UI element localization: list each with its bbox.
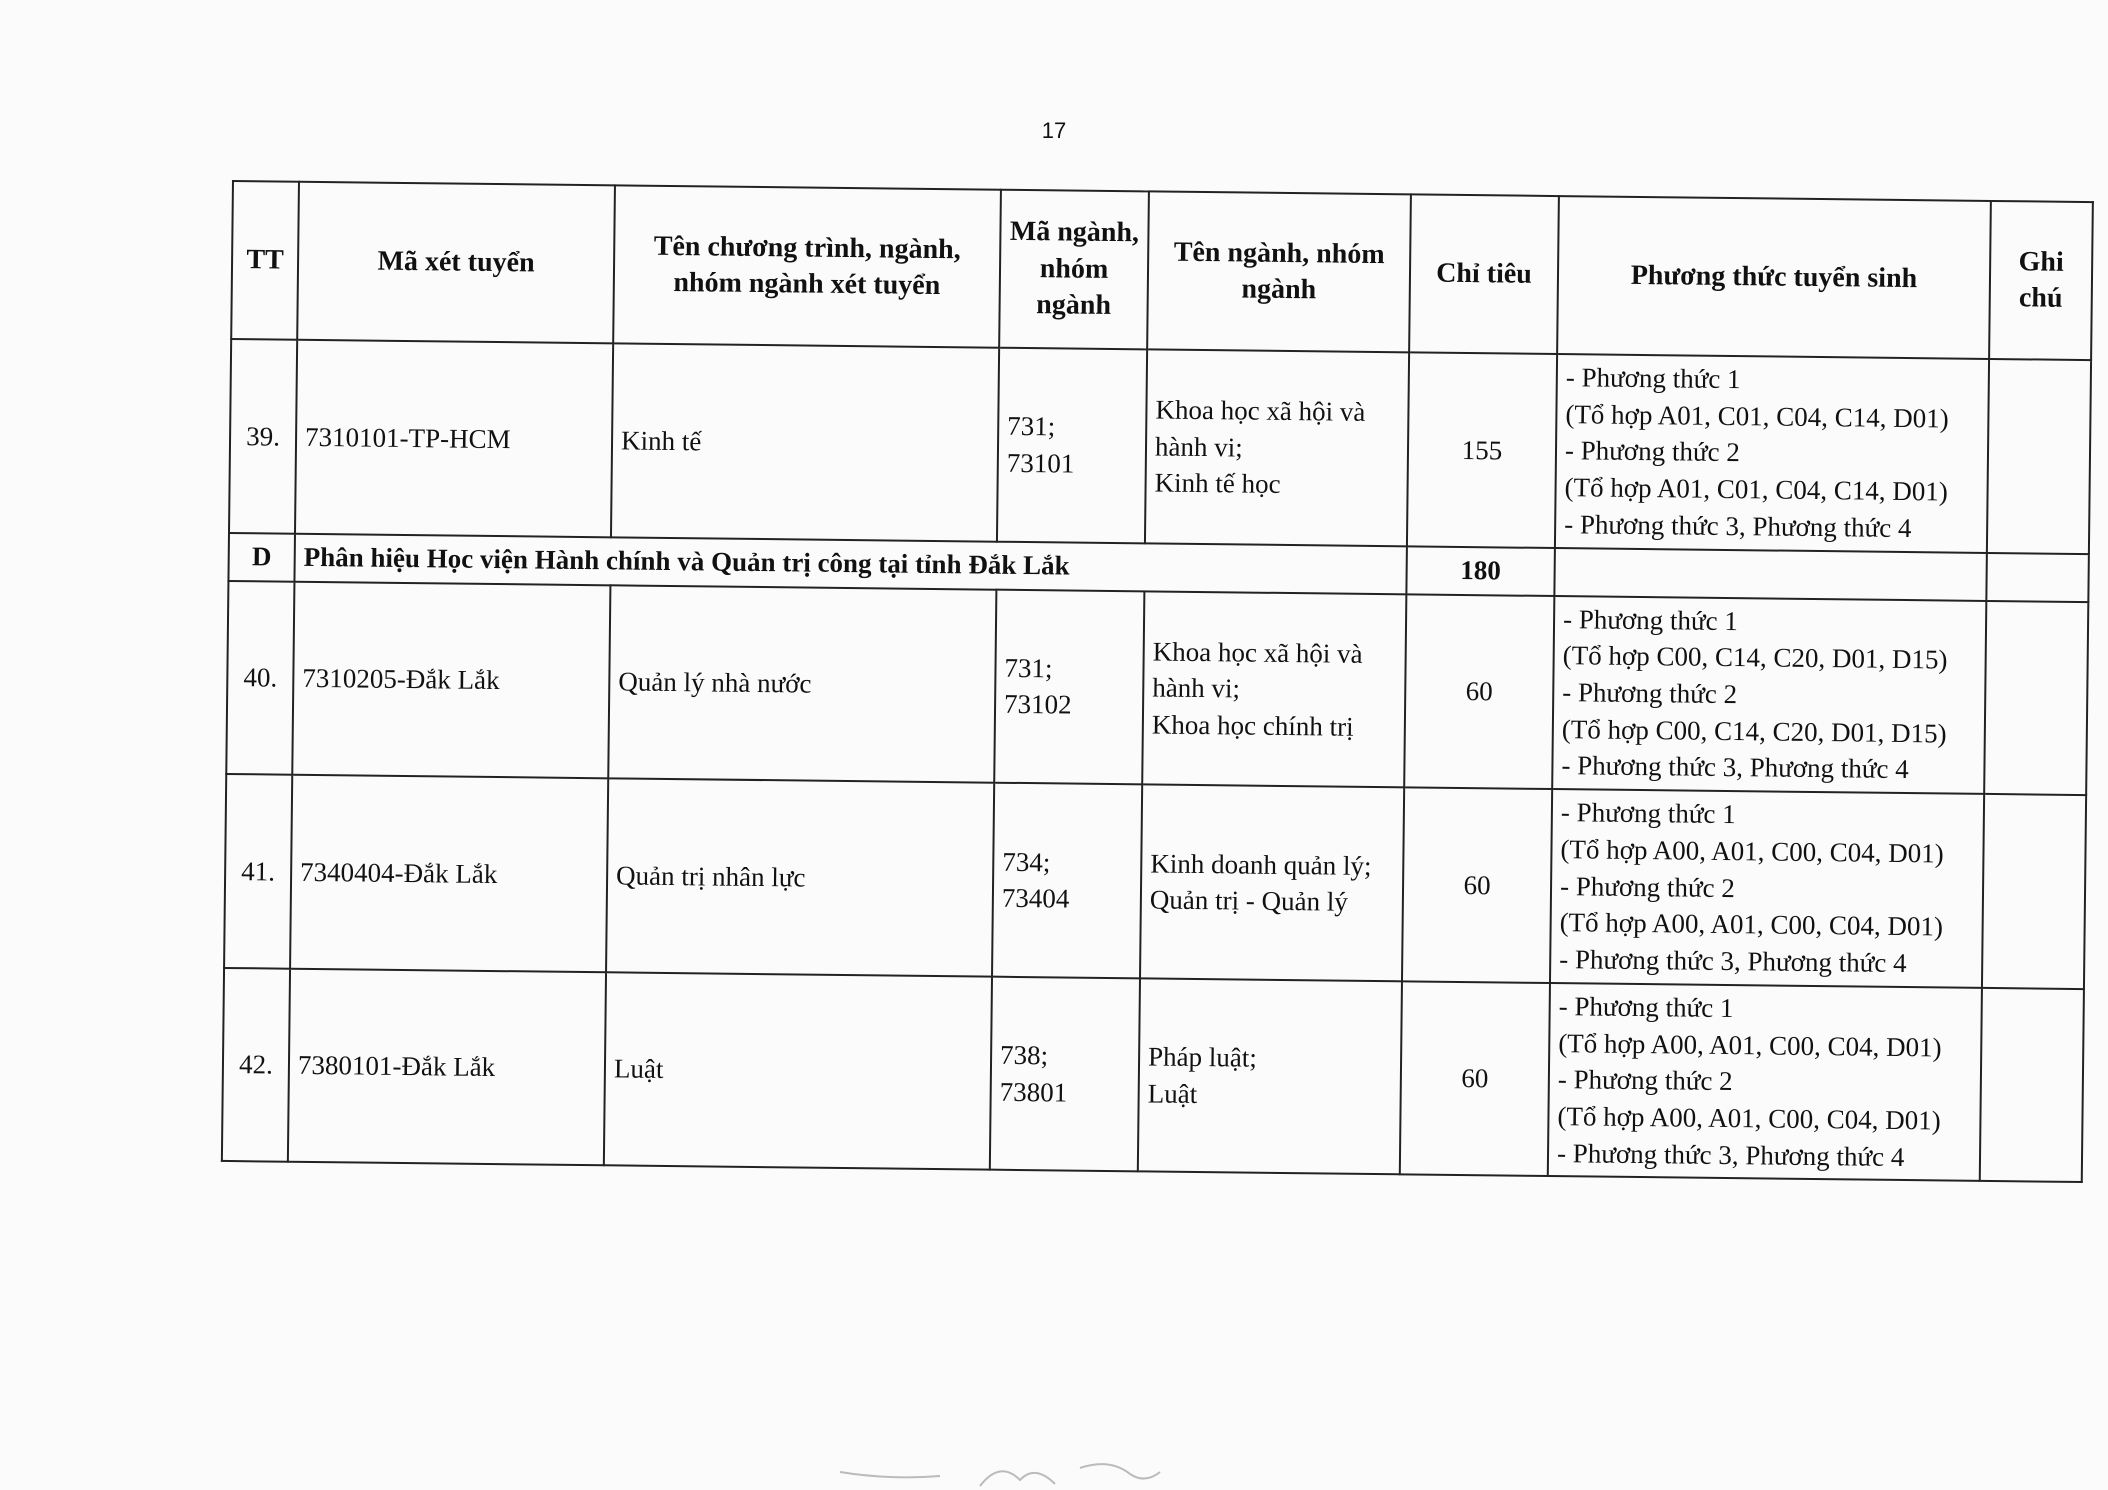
row-ma-xet-tuyen: 7340404-Đắk Lắk <box>290 775 608 972</box>
row-ma-nganh <box>997 348 1147 543</box>
table-row <box>229 339 2091 554</box>
row-ten-nganh <box>1142 591 1406 788</box>
page-number: 17 <box>1041 118 1067 143</box>
ten-nganh-line: Quản trị - Quản lý <box>1149 884 1349 917</box>
ma-nganh-line: 73101 <box>1006 447 1075 479</box>
row-tt: 41. <box>224 774 292 968</box>
header-tt: TT <box>231 181 299 340</box>
row-tt: 42. <box>222 968 290 1162</box>
ten-nganh-line: Luật <box>1147 1078 1198 1109</box>
ma-nganh-line: 73102 <box>1003 689 1072 720</box>
method-line: (Tổ hợp A00, A01, C00, C04, D01) <box>1558 1027 1942 1062</box>
row-ten-nganh <box>1138 978 1402 1175</box>
row-ten-chuong-trinh: Kinh tế <box>611 343 999 541</box>
table-row <box>226 581 2088 796</box>
header-ten-nganh: Tên ngành, nhóm ngành <box>1147 191 1411 352</box>
method-line: (Tổ hợp A00, A01, C00, C04, D01) <box>1559 907 1944 942</box>
method-line: - Phương thức 3, Phương thức 4 <box>1564 509 1912 543</box>
table-row <box>224 774 2086 989</box>
ma-nganh-line: 734; <box>1002 846 1051 877</box>
row-ten-nganh <box>1140 785 1404 982</box>
row-ma-xet-tuyen: 7310205-Đắk Lắk <box>292 581 610 778</box>
header-ma-xet-tuyen: Mã xét tuyển <box>297 182 615 344</box>
row-ghi-chu <box>1987 359 2091 554</box>
ma-nganh-line: 731; <box>1004 652 1053 684</box>
method-line: (Tổ hợp C00, C14, C20, D01, D15) <box>1561 713 1947 749</box>
row-ghi-chu <box>1984 601 2088 796</box>
ten-nganh-line: Khoa học chính trị <box>1151 709 1354 742</box>
method-line: - Phương thức 2 <box>1557 1064 1733 1097</box>
ma-nganh-line: 73404 <box>1001 882 1070 914</box>
ten-nganh-line: Khoa học xã hội và hành vi; <box>1154 394 1366 463</box>
row-ten-nganh <box>1145 349 1409 546</box>
header-phuong-thuc: Phương thức tuyển sinh <box>1557 196 1991 359</box>
row-ten-chuong-trinh: Quản trị nhân lực <box>606 778 994 976</box>
row-ten-chuong-trinh: Luật <box>604 972 992 1170</box>
ten-nganh-line: Kinh tế học <box>1154 467 1281 499</box>
row-ghi-chu <box>1982 794 2086 989</box>
ten-nganh-line: Khoa học xã hội và hành vi; <box>1152 636 1363 704</box>
header-ghi-chu: Ghi chú <box>1989 201 2093 360</box>
row-ma-nganh <box>990 976 1140 1171</box>
section-empty-cell <box>1554 548 1987 601</box>
row-chi-tieu: 60 <box>1402 788 1552 983</box>
method-line: - Phương thức 1 <box>1565 362 1741 395</box>
method-line: - Phương thức 1 <box>1560 797 1736 830</box>
section-title: Phân hiệu Học viện Hành chính và Quản trị công tại tỉnh Đắk Lắk <box>294 533 1406 594</box>
row-ma-xet-tuyen: 7310101-TP-HCM <box>295 340 613 537</box>
signature-mark <box>830 1450 1190 1490</box>
method-line: - Phương thức 1 <box>1562 603 1739 636</box>
section-chi-tieu: 180 <box>1406 546 1555 596</box>
method-line: - Phương thức 2 <box>1559 870 1736 903</box>
method-line: - Phương thức 3, Phương thức 4 <box>1559 944 1907 979</box>
row-tt: 39. <box>229 339 297 533</box>
row-ma-xet-tuyen: 7380101-Đắk Lắk <box>288 968 606 1165</box>
method-line: - Phương thức 2 <box>1564 435 1740 468</box>
method-line: - Phương thức 2 <box>1562 677 1738 710</box>
header-chi-tieu: Chỉ tiêu <box>1409 194 1559 354</box>
row-chi-tieu: 60 <box>1404 594 1554 789</box>
row-ma-nganh <box>992 783 1142 978</box>
method-line: - Phương thức 1 <box>1558 990 1734 1023</box>
ma-nganh-line: 73801 <box>999 1076 1068 1108</box>
row-phuong-thuc <box>1550 789 1984 987</box>
section-empty-cell <box>1986 553 2089 602</box>
row-chi-tieu: 155 <box>1407 352 1557 547</box>
method-line: - Phương thức 3, Phương thức 4 <box>1561 750 1909 785</box>
ten-nganh-line: Pháp luật; <box>1147 1041 1258 1073</box>
method-line: (Tổ hợp A01, C01, C04, C14, D01) <box>1564 472 1949 507</box>
row-ma-nganh <box>994 589 1144 784</box>
method-line: (Tổ hợp A00, A01, C00, C04, D01) <box>1560 834 1944 869</box>
header-row <box>231 181 2093 360</box>
admissions-table <box>221 180 2094 1183</box>
section-label: D <box>228 533 295 582</box>
row-phuong-thuc <box>1555 354 1989 552</box>
method-line: - Phương thức 3, Phương thức 4 <box>1556 1137 1905 1172</box>
method-line: (Tổ hợp A00, A01, C00, C04, D01) <box>1557 1101 1941 1136</box>
row-ten-chuong-trinh: Quản lý nhà nước <box>608 585 996 783</box>
row-ghi-chu <box>1980 988 2084 1183</box>
row-phuong-thuc <box>1548 983 1982 1181</box>
header-ma-nganh: Mã ngành, nhóm ngành <box>999 190 1149 350</box>
row-phuong-thuc <box>1552 596 1986 794</box>
header-ten-chuong-trinh: Tên chương trình, ngành, nhóm ngành xét tuyển <box>613 185 1001 347</box>
method-line: (Tổ hợp A01, C01, C04, C14, D01) <box>1565 398 1949 434</box>
ten-nganh-line: Kinh doanh quản lý; <box>1150 848 1372 881</box>
ma-nganh-line: 731; <box>1007 411 1056 442</box>
ma-nganh-line: 738; <box>999 1039 1049 1071</box>
row-chi-tieu: 60 <box>1400 981 1550 1176</box>
table-row <box>222 968 2084 1183</box>
method-line: (Tổ hợp C00, C14, C20, D01, D15) <box>1562 640 1948 675</box>
row-tt: 40. <box>226 581 294 775</box>
